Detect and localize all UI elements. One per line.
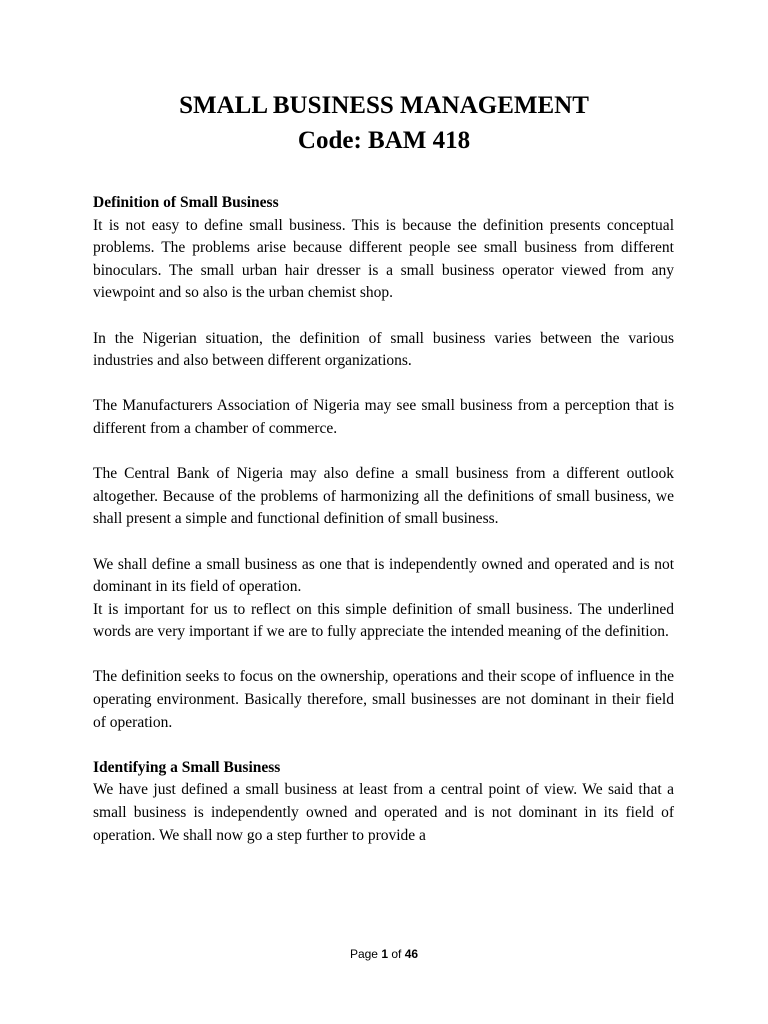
course-code: Code: BAM 418 [297, 127, 471, 154]
section-heading-definition: Definition of Small Business [93, 194, 279, 211]
section-heading-identifying: Identifying a Small Business [93, 758, 281, 776]
page-current: 1 [381, 947, 388, 961]
paragraph: We shall define a small business as one that is independently owned and operated and is not dominant in its field of operation. [93, 555, 674, 596]
paragraph: The Manufacturers Association of Nigeria may see small business from a perception that is different from a chamber of commerce. [93, 397, 674, 437]
paragraph: We have just defined a small business at least from a central point of view. We said that a small business is independently owned and operated and is not dominant in its field of operation. We shall now go a step further to provide a [93, 781, 674, 844]
paragraph: It is not easy to define small business. This is because the definition presents conceptual problems. The problems arise because different people see small business from different binoculars. The small urban hair dresser is a small business operator viewed from any viewpoint and so also is the urban chemist shop. [93, 216, 674, 302]
paragraph: It is important for us to reflect on this simple definition of small business. The underlined words are very important if we are to fully appreciate the intended meaning of the definition. [93, 600, 674, 641]
paragraph: The definition seeks to focus on the ownership, operations and their scope of influence in the operating environment. Basically therefore, small businesses are not dominant in their field of operation. [93, 668, 674, 731]
document-header [0, 88, 768, 158]
paragraph: In the Nigerian situation, the definition of small business varies between the various industries and also between different organizations. [93, 329, 674, 370]
document-title: SMALL BUSINESS MANAGEMENT [179, 92, 589, 119]
page-total: 46 [404, 947, 419, 961]
document-body [93, 192, 674, 847]
paragraph: The Central Bank of Nigeria may also define a small business from a different outlook altogether. Because of the problems of harmonizing all the definitions of small business, we shall present a simple and functional definition of small business. [93, 465, 674, 528]
of-label: of [391, 947, 402, 961]
page-footer [0, 946, 768, 962]
page-label: Page [349, 947, 378, 961]
